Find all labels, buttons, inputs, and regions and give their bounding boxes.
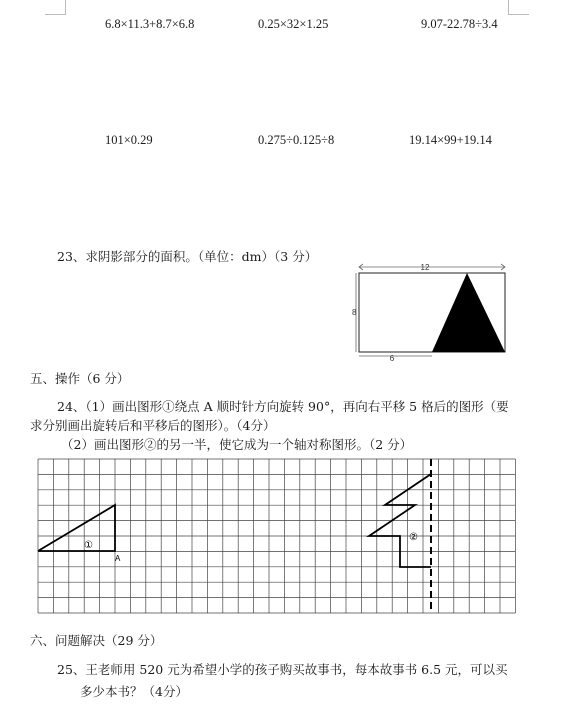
base-label: 6 xyxy=(389,354,395,363)
calc-expression: 6.8×11.3+8.7×6.8 xyxy=(105,17,195,31)
calc-expression: 0.25×32×1.25 xyxy=(258,17,329,31)
shape-2-label: ② xyxy=(409,532,418,543)
width-label: 12 xyxy=(420,263,430,272)
shape-1-label: ① xyxy=(84,540,93,551)
shape-1-triangle xyxy=(38,505,115,551)
calc-expression: 0.275÷0.125÷8 xyxy=(258,133,335,147)
point-a-label: A xyxy=(115,554,121,563)
section-title: 五、操作（6 分） xyxy=(30,371,130,386)
section-title: 六、问题解决（29 分） xyxy=(30,633,163,648)
height-label: 8 xyxy=(352,308,357,317)
calc-expression: 19.14×99+19.14 xyxy=(409,133,492,147)
calc-expression: 9.07-22.78÷3.4 xyxy=(421,17,498,31)
question-24-line1: 24、（1）画出图形①绕点 A 顺时针方向旋转 90°，再向右平移 5 格后的图形（要 xyxy=(57,399,509,414)
question-23-text: 23、求阴影部分的面积。（单位：dm）（3 分） xyxy=(57,249,318,264)
question-25-line1: 25、王老师用 520 元为希望小学的孩子购买故事书，每本故事书 6.5 元，可以买 xyxy=(57,662,508,677)
calc-expression: 101×0.29 xyxy=(105,133,153,147)
question-25-line2: 多少本书？（4分） xyxy=(80,684,188,699)
question-24-line2: 求分别画出旋转后和平移后的图形）。（4分） xyxy=(30,418,276,433)
question-24-line3: （2）画出图形②的另一半，使它成为一个轴对称图形。（2 分） xyxy=(61,437,413,452)
